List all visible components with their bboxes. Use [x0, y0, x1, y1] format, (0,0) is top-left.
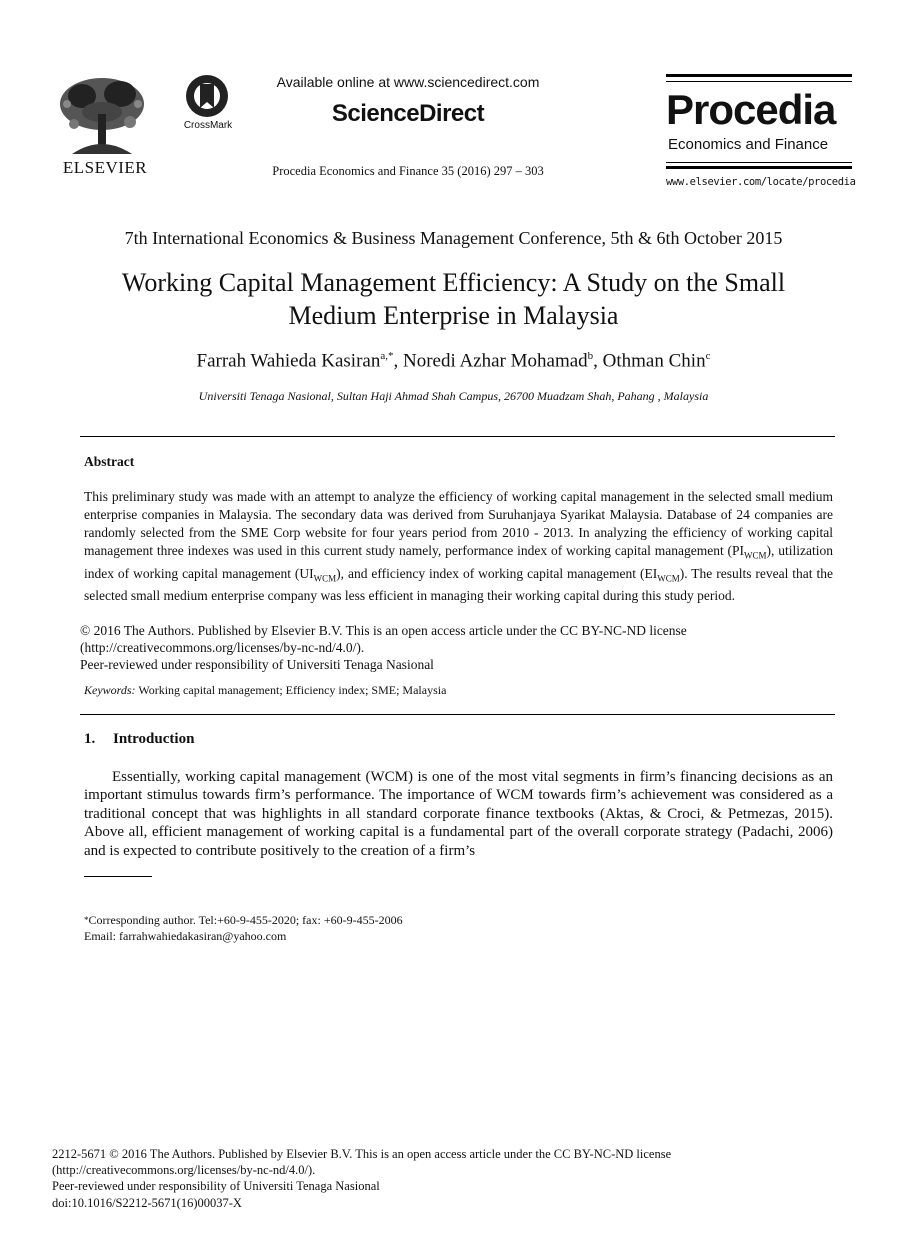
keywords-label: Keywords: [84, 683, 136, 697]
author-name: Othman Chin [602, 350, 706, 372]
footer-license-line: 2212-5671 © 2016 The Authors. Published by Elsevier B.V. This is an open access article under the CC BY-NC-ND license [52, 1147, 672, 1161]
license-line: © 2016 The Authors. Published by Elsevier B.V. This is an open access article under the CC BY-NC-ND license [80, 623, 687, 638]
affiliation: Universiti Tenaga Nasional, Sultan Haji Ahmad Shah Campus, 26700 Muadzam Shah, Pahang , Malaysia [198, 389, 709, 403]
elsevier-wordmark: ELSEVIER [62, 158, 148, 177]
crossmark-label: CrossMark [183, 120, 233, 131]
author-affiliation-mark: c [705, 350, 711, 362]
license-link[interactable]: (http://creativecommons.org/licenses/by-nc-nd/4.0/). [80, 640, 365, 655]
author-separator: , [393, 350, 403, 372]
author-affiliation-mark: a,* [380, 350, 394, 362]
peer-review-line: Peer-reviewed under responsibility of Universiti Tenaga Nasional [80, 657, 434, 672]
keywords-text: Working capital management; Efficiency index; SME; Malaysia [135, 683, 447, 697]
corresponding-author-footnote [84, 912, 833, 944]
footer-peer-review: Peer-reviewed under responsibility of Universiti Tenaga Nasional [52, 1179, 380, 1194]
procedia-logo-title: Procedia [666, 86, 836, 133]
section-heading [84, 731, 194, 748]
section-title: Introduction [113, 731, 195, 747]
author-list [40, 350, 867, 372]
license-notice [80, 622, 840, 673]
author-email[interactable]: Email: farrahwahiedakasiran@yahoo.com [84, 929, 287, 943]
top-divider [80, 436, 835, 437]
corresponding-author: Corresponding author. Tel:+60-9-455-2020; fax: +60-9-455-2006 [88, 913, 403, 927]
author-separator: , [593, 350, 603, 372]
abstract-text: This preliminary study was made with an attempt to analyze the efficiency of working capital management in the selected small medium enterprise companies in Malaysia. The secondary data was derived from Suruhanjaya Syarikat Malaysia. Database of 24 companies are randomly selected from the SME Corp website for four years period from 2010 - 2013. In analyzing the efficiency of working capital management three indexes was used in this current study namely, performance index of working capital management $(PI_{WCM})$, utilization index of working capital management $(UI_{WCM})$, and efficiency index of working capital management $(EI_{WCM})$. The results reveal that the selected small medium enterprise company was less efficient in managing their working capital during this study period. [84, 489, 833, 604]
procedia-logo [666, 74, 854, 192]
page-footer [52, 1146, 852, 1211]
paper-title: Working Capital Management Efficiency: A Study on the Small Medium Enterprise in Malaysia [121, 268, 786, 330]
footnote-rule [84, 876, 152, 877]
introduction-paragraph: Essentially, working capital management (WCM) is one of the most vital segments in firm’s financing decisions as an important stimulus towards firm’s performance. The importance of WCM towards firm’s achievement was considered as a traditional concept that was highlights in all standard corporate finance textbooks (Aktas, & Croci, & Petmezas, 2015). Above all, efficient management of working capital is a fundamental part of the overall corporate strategy (Padachi, 2006) and is expected to contribute positively to the creation of a firm’s [84, 769, 833, 859]
conference-line: 7th International Economics & Business Management Conference, 5th & 6th October 2015 [124, 228, 783, 248]
sciencedirect-brand[interactable]: ScienceDirect [331, 100, 485, 127]
journal-url-link[interactable]: www.elsevier.com/locate/procedia [666, 176, 856, 188]
journal-reference: Procedia Economics and Finance 35 (2016) 297 – 303 [272, 164, 544, 178]
author-name: Noredi Azhar Mohamad [402, 350, 588, 372]
author-affiliation-mark: b [587, 350, 594, 362]
bottom-divider [80, 714, 835, 715]
footer-license-link[interactable]: (http://creativecommons.org/licenses/by-nc-nd/4.0/). [52, 1163, 316, 1178]
author-name: Farrah Wahieda Kasiran [196, 350, 381, 372]
abstract-heading: Abstract [84, 454, 135, 469]
section-number: 1. [84, 731, 96, 747]
footer-doi[interactable]: doi:10.1016/S2212-5671(16)00037-X [52, 1195, 242, 1210]
available-online-text[interactable]: Available online at www.sciencedirect.com [276, 74, 540, 90]
procedia-logo-subtitle: Economics and Finance [668, 136, 829, 153]
keywords-line [84, 683, 833, 698]
footnote-marker: * [84, 915, 89, 925]
